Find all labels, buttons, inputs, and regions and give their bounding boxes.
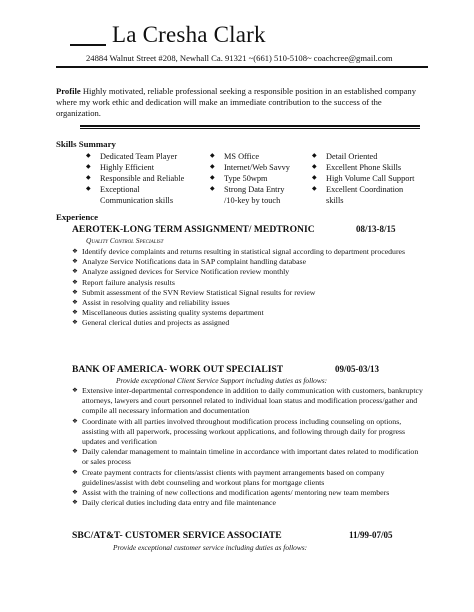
duty-item: ❖ Submit assessment of the SVN Review Statistical Signal results for review bbox=[72, 288, 422, 298]
job-subtitle: Provide exceptional customer service including duties as follows: bbox=[113, 543, 308, 552]
profile-label: Profile bbox=[56, 86, 81, 96]
duty-item: ❖ Assist in resolving quality and reliability issues bbox=[72, 298, 422, 308]
skill-item: ◆ Detail Oriented bbox=[312, 151, 430, 162]
skill-item: ◆ Excellent Coordination bbox=[312, 184, 430, 195]
skills-column-2 bbox=[210, 151, 310, 206]
skill-item: ◆ Exceptional bbox=[86, 184, 194, 195]
skill-item-continued: skills bbox=[326, 196, 344, 205]
job-dates: 11/99-07/05 bbox=[349, 530, 393, 540]
duty-item: ❖ Analyze Service Notifications data in SAP complaint handling database bbox=[72, 257, 422, 267]
profile-text: Highly motivated, reliable professional seeking a responsible position in an established company where my work ethic and dedication will make an immediate contribution to the success of the organization. bbox=[56, 86, 416, 118]
skill-item: ◆ Highly Efficient bbox=[86, 162, 194, 173]
contact-line: 24884 Walnut Street #208, Newhall Ca. 91321 ~(661) 510-5108~ coachcree@gmail.com bbox=[86, 53, 393, 63]
skill-item: ◆ Responsible and Reliable bbox=[86, 173, 194, 184]
job-subtitle: Provide exceptional Client Service Support including duties as follows: bbox=[116, 376, 328, 385]
duty-item: ❖ Report failure analysis results bbox=[72, 278, 422, 288]
duty-item: ❖ Daily calendar management to maintain timeline in accordance with important dates related to modification or sales process bbox=[72, 447, 424, 467]
header-divider bbox=[56, 66, 428, 68]
skill-item: ◆ Strong Data Entry bbox=[210, 184, 310, 195]
profile-paragraph bbox=[56, 86, 428, 119]
experience-heading: Experience bbox=[56, 212, 99, 222]
duty-item: ❖ Analyze assigned devices for Service Notification review monthly bbox=[72, 267, 422, 277]
profile-divider bbox=[80, 125, 420, 127]
skills-column-3 bbox=[312, 151, 430, 206]
job-dates: 09/05-03/13 bbox=[335, 364, 379, 374]
job-subtitle: Quality Control Specialist bbox=[86, 236, 164, 245]
duty-item: ❖ Create payment contracts for clients/assist clients with payment arrangements based on company guidelines/assist with debt counseling and workout plans for mortgage clients bbox=[72, 468, 424, 488]
job-title: AEROTEK-LONG TERM ASSIGNMENT/ MEDTRONIC bbox=[72, 224, 315, 235]
job-title: SBC/AT&T- CUSTOMER SERVICE ASSOCIATE bbox=[72, 530, 282, 541]
skill-item-continued: /10-key by touch bbox=[224, 196, 281, 205]
skill-item: ◆ Excellent Phone Skills bbox=[312, 162, 430, 173]
duty-item: ❖ Assist with the training of new collections and modification agents/ mentoring new team members bbox=[72, 488, 424, 498]
skills-column-1 bbox=[86, 151, 194, 206]
profile-divider-thin bbox=[80, 128, 420, 129]
duty-item: ❖ General clerical duties and projects as assigned bbox=[72, 318, 422, 328]
duty-item: ❖ Identify device complaints and returns resulting in statistical signal according to department procedures bbox=[72, 247, 422, 257]
duty-item: ❖ Daily clerical duties including data entry and file maintenance bbox=[72, 498, 424, 508]
skills-heading: Skills Summary bbox=[56, 139, 116, 149]
duty-item: ❖ Miscellaneous duties assisting quality systems department bbox=[72, 308, 422, 318]
applicant-name: La Cresha Clark bbox=[112, 22, 266, 47]
skill-item-continued: Communication skills bbox=[100, 196, 174, 205]
job-duties-list bbox=[72, 247, 422, 329]
duty-item: ❖ Extensive inter-departmental correspondence in addition to daily communication with customers, bankruptcy attorneys, lawyers and court personnel related to individual loan status and modification process/gather and compile all necessary information and documentation bbox=[72, 386, 424, 417]
skill-item: ◆ High Volume Call Support bbox=[312, 173, 430, 184]
job-duties-list bbox=[72, 386, 424, 508]
name-decorative-rule bbox=[70, 44, 106, 46]
skill-item: ◆ Internet/Web Savvy bbox=[210, 162, 310, 173]
skill-item: ◆ Type 50wpm bbox=[210, 173, 310, 184]
job-title: BANK OF AMERICA- WORK OUT SPECIALIST bbox=[72, 364, 284, 375]
skill-item: ◆ Dedicated Team Player bbox=[86, 151, 194, 162]
duty-item: ❖ Coordinate with all parties involved throughout modification process including counseling on options, assisting with all paperwork, processing workout applications, and following through daily for progress updates and verification bbox=[72, 417, 424, 448]
skill-item: ◆ MS Office bbox=[210, 151, 310, 162]
job-dates: 08/13-8/15 bbox=[356, 224, 396, 234]
